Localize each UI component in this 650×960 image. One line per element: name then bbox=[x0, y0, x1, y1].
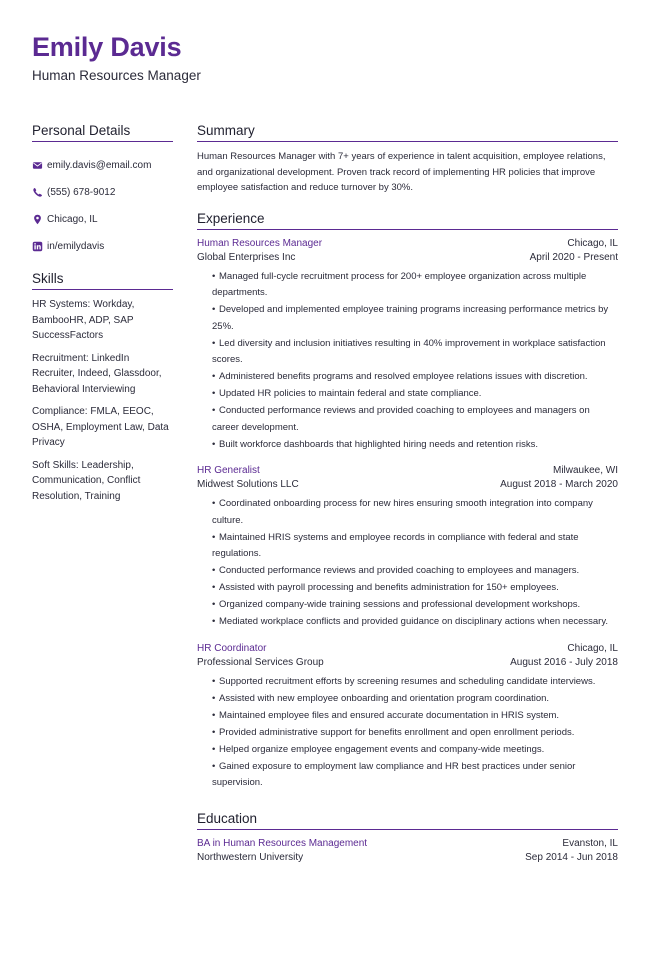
email-icon bbox=[32, 160, 43, 171]
education-location: Evanston, IL bbox=[562, 837, 618, 849]
bullet-item: • Assisted with payroll processing and benefits administration for 150+ employees. bbox=[212, 582, 559, 593]
job-role: HR Generalist bbox=[197, 465, 260, 476]
skill-item: Compliance: FMLA, EEOC, OSHA, Employment Law, Data Privacy bbox=[32, 406, 169, 448]
bullet-item: • Built workforce dashboards that highlighted hiring needs and retention risks. bbox=[212, 438, 538, 450]
skills-heading: Skills bbox=[32, 270, 173, 290]
skills-section bbox=[32, 270, 173, 504]
job-bullets bbox=[197, 674, 618, 792]
linkedin-text: in/emilydavis bbox=[47, 241, 105, 252]
location-pin-icon bbox=[32, 214, 43, 225]
education-heading: Education bbox=[197, 810, 618, 830]
personal-details-heading: Personal Details bbox=[32, 122, 173, 142]
job-dates: April 2020 - Present bbox=[529, 251, 618, 263]
job-dates: August 2016 - July 2018 bbox=[510, 656, 618, 668]
bullet-item: • Updated HR policies to maintain federal and state compliance. bbox=[212, 388, 482, 399]
contact-location bbox=[32, 206, 173, 233]
degree: BA in Human Resources Management bbox=[197, 837, 368, 849]
job-entry bbox=[197, 464, 618, 631]
job-location: Chicago, IL bbox=[567, 237, 618, 249]
job-entry bbox=[197, 642, 618, 792]
bullet-item: • Administered benefits programs and resolved employee relations issues with discretion. bbox=[212, 371, 588, 382]
bullet-item: • Maintained employee files and ensured accurate documentation in HRIS system. bbox=[212, 709, 560, 721]
left-column bbox=[32, 122, 173, 504]
job-dates: August 2018 - March 2020 bbox=[500, 479, 618, 490]
bullet-item: • Conducted performance reviews and provided coaching to employees and managers on career development. bbox=[212, 405, 590, 433]
summary-text: Human Resources Manager with 7+ years of experience in talent acquisition, employee relations, and organizational development. Proven track record of implementing HR policies that improve employee satisfaction and reduce turnover by 30%. bbox=[197, 151, 606, 193]
bullet-item: • Maintained HRIS systems and employee records in compliance with federal and state regulations. bbox=[212, 531, 579, 559]
school: Northwestern University bbox=[197, 851, 304, 863]
bullet-item: • Conducted performance reviews and provided coaching to employees and managers. bbox=[212, 565, 580, 576]
education-entry bbox=[197, 837, 618, 865]
job-location: Chicago, IL bbox=[567, 642, 618, 654]
bullet-item: • Organized company-wide training sessions and professional development workshops. bbox=[212, 599, 581, 610]
summary-section bbox=[197, 122, 618, 196]
job-bullets bbox=[197, 496, 618, 631]
linkedin-icon bbox=[32, 241, 43, 252]
summary-heading: Summary bbox=[197, 122, 618, 142]
skill-item: Recruitment: LinkedIn Recruiter, Indeed, Glassdoor, Behavioral Interviewing bbox=[32, 352, 162, 395]
contact-list bbox=[32, 152, 173, 260]
candidate-title: Human Resources Manager bbox=[32, 68, 201, 83]
bullet-item: • Mediated workplace conflicts and provided guidance on disciplinary actions when necessary. bbox=[212, 616, 609, 627]
email-text: emily.davis@email.com bbox=[47, 160, 152, 171]
bullet-item: • Gained exposure to employment law compliance and HR best practices under senior supervision. bbox=[212, 760, 576, 788]
job-bullets bbox=[197, 269, 618, 454]
job-company: Global Enterprises Inc bbox=[197, 251, 296, 263]
experience-section bbox=[197, 210, 618, 792]
bullet-item: • Helped organize employee engagement events and company-wide meetings. bbox=[212, 743, 545, 755]
bullet-item: • Managed full-cycle recruitment process for 200+ employee organization across multiple departments. bbox=[212, 270, 587, 298]
job-role: Human Resources Manager bbox=[197, 237, 323, 249]
phone-icon bbox=[32, 187, 43, 198]
location-text: Chicago, IL bbox=[47, 214, 98, 225]
education-dates: Sep 2014 - Jun 2018 bbox=[525, 851, 618, 863]
job-company: Midwest Solutions LLC bbox=[197, 479, 299, 490]
candidate-name: Emily Davis bbox=[32, 32, 182, 62]
job-entry bbox=[197, 237, 618, 454]
education-section bbox=[197, 810, 618, 865]
bullet-item: • Developed and implemented employee training programs increasing performance metrics by 25%. bbox=[212, 304, 609, 332]
bullet-item: • Coordinated onboarding process for new hires ensuring smooth integration into company culture. bbox=[212, 498, 593, 526]
contact-phone[interactable] bbox=[32, 179, 173, 206]
job-role: HR Coordinator bbox=[197, 642, 267, 654]
bullet-item: • Provided administrative support for benefits enrollment and open enrollment periods. bbox=[212, 726, 575, 738]
bullet-item: • Led diversity and inclusion initiatives resulting in 40% improvement in workplace satisfaction scores. bbox=[212, 337, 606, 365]
phone-text: (555) 678-9012 bbox=[47, 187, 116, 198]
skill-item: HR Systems: Workday, BambooHR, ADP, SAP SuccessFactors bbox=[32, 299, 135, 341]
job-location: Milwaukee, WI bbox=[552, 465, 618, 476]
job-company: Professional Services Group bbox=[197, 656, 324, 668]
contact-linkedin[interactable] bbox=[32, 233, 173, 260]
bullet-item: • Assisted with new employee onboarding and orientation program coordination. bbox=[212, 692, 550, 704]
skill-item: Soft Skills: Leadership, Communication, Conflict Resolution, Training bbox=[32, 459, 141, 502]
right-column bbox=[197, 122, 618, 865]
contact-email[interactable] bbox=[32, 152, 173, 179]
resume-header bbox=[32, 30, 232, 85]
experience-heading: Experience bbox=[197, 210, 618, 230]
bullet-item: • Supported recruitment efforts by screening resumes and scheduling candidate interviews. bbox=[212, 675, 596, 687]
